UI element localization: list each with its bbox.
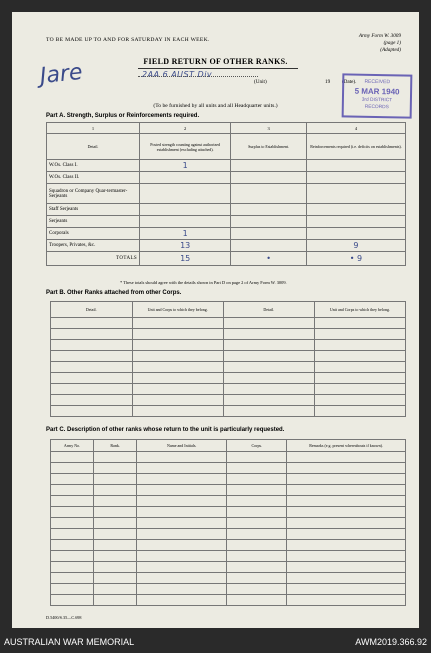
row-label: Squadron or Company Quar-termaster-Serjeants [47,184,140,204]
posted-value: 1 [140,160,231,172]
totals-posted: 15 [140,252,231,266]
posted-value [140,204,231,216]
table-row [51,562,406,573]
part-a-table [46,122,406,266]
table-row [51,518,406,529]
caption-accession: AWM2019.366.92 [355,637,427,647]
posted-value: 13 [140,240,231,252]
reinf-value [306,160,405,172]
surplus-value [231,184,307,204]
surplus-value [231,172,307,184]
surplus-value [231,228,307,240]
received-stamp [342,73,413,118]
col-corps: Corps. [227,440,287,452]
part-a-title: Part A. Strength, Surplus or Reinforcements required. [46,113,200,119]
table-row [51,540,406,551]
reinf-value [306,228,405,240]
col-name: Name and Initials. [137,440,227,452]
surplus-value [231,204,307,216]
table-row [51,573,406,584]
stamp-received: RECEIVED [364,78,391,86]
col-reinforcements: Reinforcements required (i.e. deficits on establishments). [306,134,405,160]
form-title: FIELD RETURN OF OTHER RANKS. [143,57,288,66]
posted-value [140,184,231,204]
date-label: (Date). [341,79,357,85]
table-row [51,595,406,606]
col-army-no: Army No. [51,440,94,452]
part-a-colnum-row [47,123,406,134]
part-b-title: Part B. Other Ranks attached from other Corps. [46,290,182,296]
year-prefix: 19 [325,79,331,85]
col-remarks: Remarks (e.g. present whereabouts if known). [287,440,406,452]
reinf-value [306,204,405,216]
reinf-value [306,172,405,184]
table-row [51,529,406,540]
totals-surplus: • [231,252,307,266]
table-row [51,329,406,340]
col-rank: Rank. [94,440,137,452]
table-row [51,507,406,518]
totals-reinf: • 9 [306,252,405,266]
colnum-2: 2 [140,123,231,134]
table-row [47,160,406,172]
posted-value [140,172,231,184]
reinf-value: 9 [306,240,405,252]
row-label: Corporals [47,228,140,240]
row-label: Serjeants [47,216,140,228]
part-c-table [50,439,406,606]
table-row [47,172,406,184]
print-reference: D.5400/S.35—C.698 [46,615,82,620]
table-row [51,463,406,474]
surplus-value [231,240,307,252]
table-row [51,584,406,595]
stamp-date: 5 MAR 1940 [354,86,400,97]
posted-value: 1 [140,228,231,240]
form-ref-line-2: (page 1) [383,40,401,46]
table-row [47,184,406,204]
form-ref-line-3: (Adapted) [380,47,401,53]
colnum-4: 4 [306,123,405,134]
totals-row [47,252,406,266]
part-c-header-row [51,440,406,452]
table-row [51,406,406,417]
table-row [51,485,406,496]
table-row [51,318,406,329]
stamp-district: 3rd DISTRICT [361,97,393,104]
row-label: Troopers, Privates, &c. [47,240,140,252]
table-row [51,551,406,562]
table-row [51,452,406,463]
form-ref-line-1: Army Form W. 3009 [358,33,401,39]
stamp-records: RECORDS [364,104,389,111]
col-detail: Detail. [47,134,140,160]
unit-label: (Unit) [254,79,267,85]
table-row [51,362,406,373]
handwritten-signature: Jare [38,59,84,90]
totals-label: TOTALS [47,252,140,266]
form-reference [359,33,401,54]
table-row [47,228,406,240]
colnum-1: 1 [47,123,140,134]
col-detail-1: Detail. [51,302,133,318]
surplus-value [231,160,307,172]
part-a-header-row [47,134,406,160]
handwritten-unit: 2AA 6 AUST Div [142,70,213,79]
title-underline [138,68,298,69]
table-row [47,216,406,228]
table-row [51,395,406,406]
col-detail-2: Detail. [223,302,314,318]
col-unit-corps-2: Unit and Corps to which they belong. [314,302,405,318]
table-row [51,373,406,384]
furnished-note: (To be furnished by all units and all Headquarter units.) [153,103,278,109]
table-row [47,204,406,216]
col-surplus: Surplus to Establishment. [231,134,307,160]
table-row [51,474,406,485]
posted-value [140,216,231,228]
table-row [51,384,406,395]
instruction-text: TO BE MADE UP TO AND FOR SATURDAY IN EACH WEEK. [46,37,210,43]
col-unit-corps-1: Unit and Corps to which they belong. [132,302,223,318]
row-label: W.Os. Class I. [47,160,140,172]
table-row [51,340,406,351]
part-c-title: Part C. Description of other ranks whose return to the unit is particularly requested. [46,427,285,433]
reinf-value [306,184,405,204]
col-posted: Posted strength counting against authorized establishment (excluding attached). [140,134,231,160]
row-label: W.Os. Class II. [47,172,140,184]
table-row [47,240,406,252]
unit-line [138,76,258,77]
caption-institution: AUSTRALIAN WAR MEMORIAL [4,637,135,647]
colnum-3: 3 [231,123,307,134]
part-b-header-row [51,302,406,318]
surplus-value [231,216,307,228]
part-a-note: * These totals should agree with the details shown in Part D on page 2 of Army Form W. 3009. [120,280,287,285]
row-label: Staff Serjeants [47,204,140,216]
form-page [12,12,419,628]
table-row [51,496,406,507]
part-b-table [50,301,406,417]
reinf-value [306,216,405,228]
table-row [51,351,406,362]
